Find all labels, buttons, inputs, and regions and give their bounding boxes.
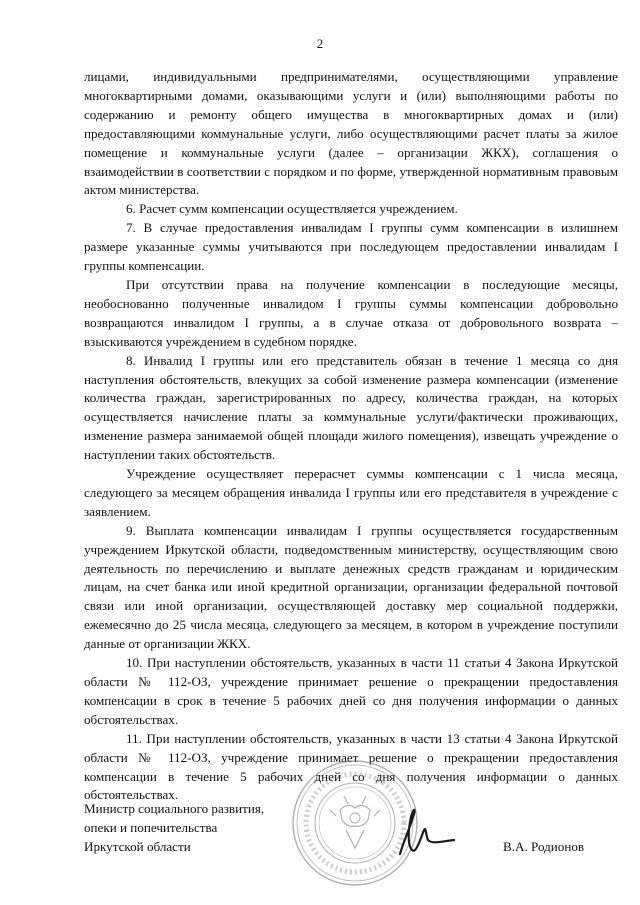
signatory-title-line: Министр социального развития, xyxy=(84,801,265,816)
signatory-title xyxy=(84,800,264,856)
paragraph-item-7-refund: При отсутствии права на получение компенсации в последующие месяцы, необоснованно полученные инвалидом I группы суммы компенсации добровольно возвращаются инвалидом I группы, а в случае отказа от добровольного возврата – взыскиваются учреждением в судебном порядке. xyxy=(84,276,618,349)
signatory-title-line: Иркутской области xyxy=(84,838,191,854)
document-body xyxy=(84,68,618,805)
paragraph-item-8: 8. Инвалид I группы или его представитель обязан в течение 1 месяца со дня наступления обстоятельств, влекущих за собой изменение размера компенсации (изменение количества граждан, зарегистрированных по адресу, количества граждан, на которых осуществляется начисление платы за коммунальные услуги/фактически проживающих, изменение размера занимаемой общей площади жилого помещения), извещать учреждение о наступлении таких обстоятельств. xyxy=(84,352,618,463)
paragraph-item-10: 10. При наступлении обстоятельств, указанных в части 11 статьи 4 Закона Иркутской области № 112-ОЗ, учреждение принимает решение о прекращении предоставления компенсации в срок в течение 5 рабочих дней со дня получения информации о данных обстоятельствах. xyxy=(84,655,618,727)
page-number: 2 xyxy=(316,36,324,51)
signatory-title-line: опеки и попечительства xyxy=(84,819,218,835)
paragraph-item-11: 11. При наступлении обстоятельств, указанных в части 13 статьи 4 Закона Иркутской области № 112-ОЗ, учреждение принимает решение о прекращении предоставления компенсации в течение 5 рабочих дней со дня получения информации о данных обстоятельствах. xyxy=(84,730,618,803)
signatory-name: В.А. Родионов xyxy=(503,839,585,854)
paragraph-item-7: 7. В случае предоставления инвалидам I группы сумм компенсации в излишнем размере указанные суммы учитываются при последующем предоставлении инвалидам I группы компенсации. xyxy=(84,220,618,274)
paragraph-item-8-recalculation: Учреждение осуществляет перерасчет суммы компенсации с 1 числа месяца, следующего за месяцем обращения инвалида I группы или его представителя в учреждение с заявлением. xyxy=(84,466,618,519)
paragraph-item-9: 9. Выплата компенсации инвалидам I группы осуществляется государственным учреждением Иркутской области, подведомственным министерству, осуществляющим свою деятельность по перечислению и выплате денежных средств гражданам и юридическим лицам, на счет банка или иной кредитной организации, организации федеральной почтовой связи или иной организации, осуществляющей доставку мер социальной поддержки, ежемесячно до 25 числа месяца, следующего за месяцем, в котором в учреждение поступили данные от организации ЖКХ. xyxy=(84,522,618,652)
paragraph-continuation: лицами, индивидуальными предпринимателями, осуществляющими управление многоквартирными домами, оказывающими услуги и (или) выполняющими работы по содержанию и ремонту общего имущества в многоквартирных домах и (или) предоставляющими коммунальные услуги, либо осуществляющими расчет платы за жилое помещение и коммунальные услуги (далее – организации ЖКХ), соглашения о взаимодействии в соответствии с порядком и по форме, утвержденной нормативным правовым актом министерства. xyxy=(84,69,618,198)
handwritten-signature xyxy=(392,800,462,860)
paragraph-item-6: 6. Расчет сумм компенсации осуществляется учреждением. xyxy=(126,201,458,217)
